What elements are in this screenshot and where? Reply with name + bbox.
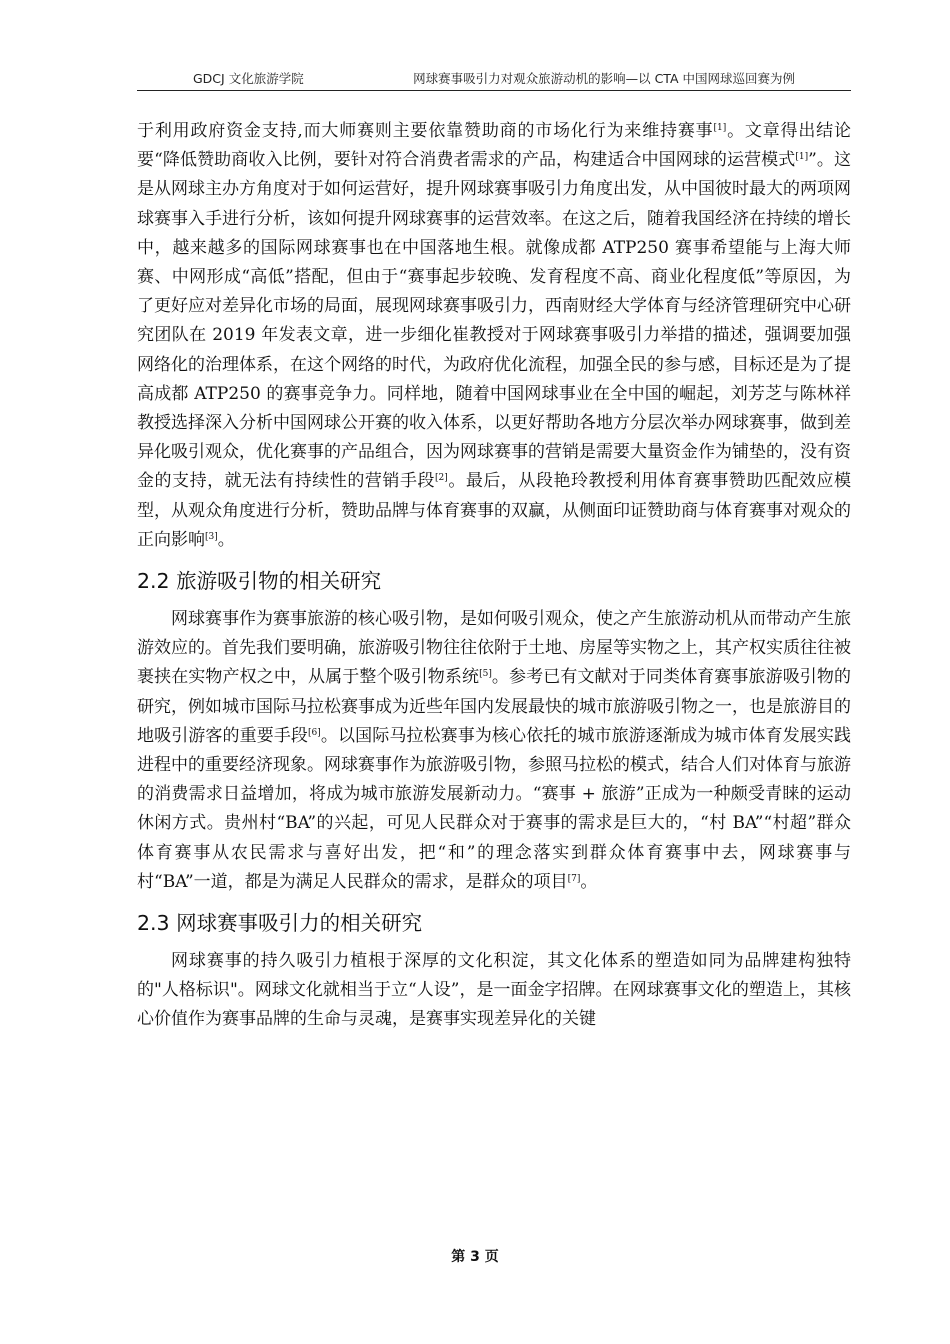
citation-ref: [5] bbox=[479, 669, 492, 680]
paragraph-text: 。 bbox=[580, 871, 598, 892]
section-heading-2-2: 2.2 旅游吸引物的相关研究 bbox=[137, 569, 382, 594]
paragraph-text: 。最后，从段艳玲教授利用体育赛事赞助匹配效应模型，从观众角度进行分析，赞助品牌与体育赛事的双赢，从侧面印证赞助商与体育赛事对观众的正向影响 bbox=[137, 471, 851, 550]
citation-ref: [6] bbox=[308, 727, 321, 738]
header-institution: GDCJ 文化旅游学院 bbox=[193, 71, 304, 86]
section-heading-2-3: 2.3 网球赛事吸引力的相关研究 bbox=[137, 911, 423, 936]
paragraph-text: ”。这是从网球主办方角度对于如何运营好，提升网球赛事吸引力角度出发，从中国彼时最大的两项网球赛事入手进行分析，该如何提升网球赛事的运营效率。在这之后，随着我国经济在持续的增长中，越来越多的国际网球赛事也在中国落地生根。就像成都 ATP250 赛事希望能与上海大师赛、中网形成“高低”搭配，但由于“赛事起步较晚、发育程度不高、商业化程度低”等原因，为了更好应对差异化市场的局面，展现网球赛事吸引力，西南财经大学体育与经济管理研究中心研究团队在 2019 年发表文章，进一步细化崔教授对于网球赛事吸引力举措的描述，强调要加强网络化的治理体系，在这个网络的时代，为政府优化流程，加强全民的参与感，目标还是为了提高成都 ATP250 的赛事竞争力。同样地，随着中国网球事业在全中国的崛起，刘芳芝与陈林祥教授选择深入分析中国网球公开赛的收入体系，以更好帮助各地方分层次举办网球赛事，做到差异化吸引观众，优化赛事的产品组合，因为网球赛事的营销是需要大量资金作为铺垫的，没有资金的支持，就无法有持续性的营销手段 bbox=[137, 150, 851, 492]
paragraph-text: 。参考已有文献对于同类体育赛事旅游吸引物的研究，例如城市国际马拉松赛事成为近些年国内发展最快的城市旅游吸引物之一，也是旅游目的地吸引游客的重要手段 bbox=[137, 667, 852, 746]
citation-ref: [7] bbox=[567, 873, 581, 884]
header-paper-title: 网球赛事吸引力对观众旅游动机的影响—以 CTA 中国网球巡回赛为例 bbox=[413, 71, 795, 86]
paragraph-text: 。文章得出结论要“降低赞助商收入比例，要针对符合消费者需求的产品，构建适合中国网球的运营模式 bbox=[137, 121, 851, 171]
page-number: 第 3 页 bbox=[451, 1249, 499, 1265]
citation-ref: [1] bbox=[713, 123, 727, 133]
paragraph-text: 网球赛事作为赛事旅游的核心吸引物，是如何吸引观众，使之产生旅游动机从而带动产生旅游效应的。首先我们要明确，旅游吸引物往往依附于土地、房屋等实物之上，其产权实质往往被裹挟在实物产权之中，从属于整个吸引物系统 bbox=[137, 609, 851, 688]
page-body bbox=[137, 117, 851, 1035]
paragraph-text: 。 bbox=[217, 529, 235, 550]
paragraph-text: 于利用政府资金支持,而大师赛则主要依靠赞助商的市场化行为来维持赛事 bbox=[137, 121, 714, 141]
citation-ref: [1] bbox=[795, 152, 809, 163]
paragraph-event-appeal: 网球赛事的持久吸引力植根于深厚的文化积淀，其文化体系的塑造如同为品牌建构独特的"人格标识"。网球文化就相当于立“人设”，是一面金字招牌。在网球赛事文化的塑造上，其核心价值作为赛事品牌的生命与灵魂，是赛事实现差异化的关键 bbox=[137, 951, 851, 1030]
running-header bbox=[137, 68, 851, 91]
paragraph-attractions bbox=[137, 605, 851, 897]
paragraph-sponsorship bbox=[137, 117, 851, 555]
citation-ref: [3] bbox=[205, 531, 218, 542]
citation-ref: [2] bbox=[435, 473, 448, 484]
paragraph-text: 。以国际马拉松赛事为核心依托的城市旅游逐渐成为城市体育发展实践进程中的重要经济现象。网球赛事作为旅游吸引物，参照马拉松的模式，结合人们对体育与旅游的消费需求日益增加，将成为城市旅游发展新动力。“赛事 + 旅游”正成为一种颇受青睐的运动休闲方式。贵州村“BA”的兴起，可见人民群众对于赛事的需求是巨大的，“村 BA”“村超”群众体育赛事从农民需求与喜好出发，把“和”的理念落实到群众体育赛事中去，网球赛事与村“BA”一道，都是为满足人民群众的需求，是群众的项目 bbox=[137, 725, 852, 892]
